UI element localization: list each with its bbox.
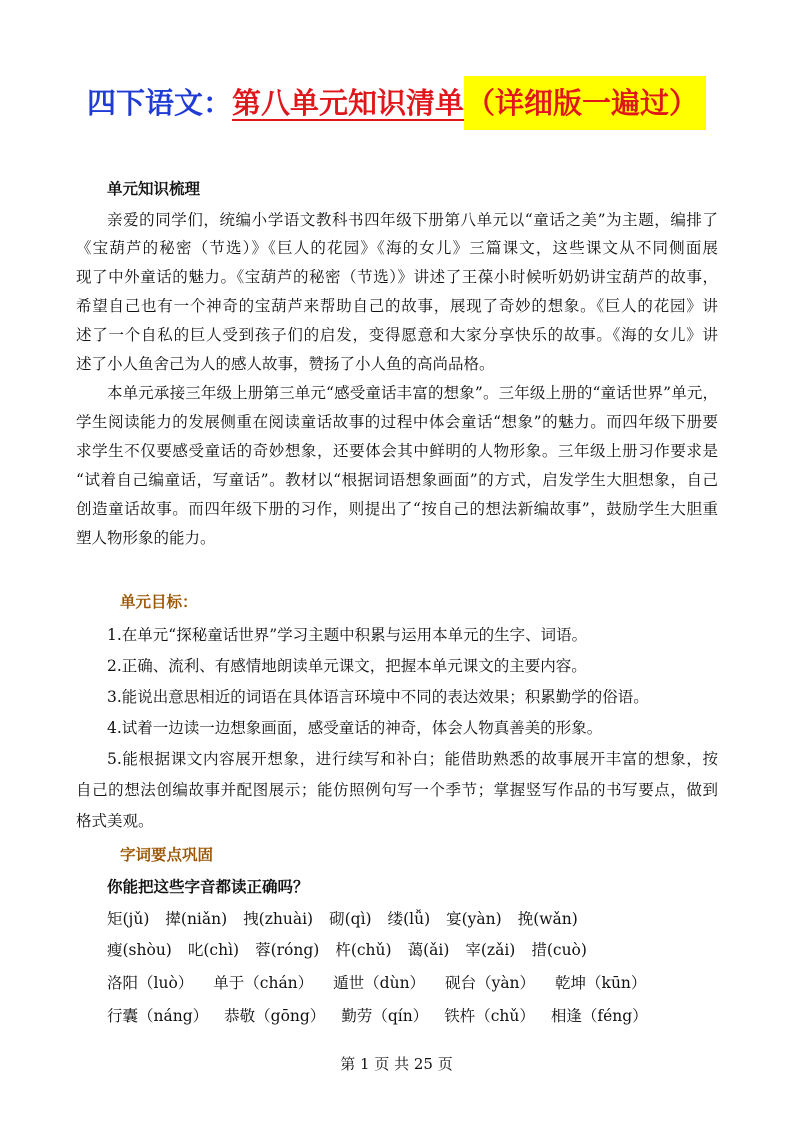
title-prefix: 四下语文： <box>86 86 232 120</box>
goal-item: 4.试着一边读一边想象画面，感受童话的神奇，体会人物真善美的形象。 <box>107 719 603 737</box>
paragraph-line: 希望自己也有一个神奇的宝葫芦来帮助自己的故事，展现了奇妙的想象。《巨人的花园》讲 <box>76 297 718 315</box>
section-heading: 字词要点巩固 <box>120 846 214 864</box>
paragraph-line: 塑人物形象的能力。 <box>76 529 216 547</box>
pinyin-item: 勤劳（qín） <box>341 1007 429 1025</box>
pinyin-item: 蓉(róng) <box>255 941 320 959</box>
paragraph-line: 述了一个自私的巨人受到孩子们的启发，变得愿意和大家分享快乐的故事。《海的女儿》讲 <box>76 326 718 344</box>
paragraph-line: 求学生不仅要感受童话的奇妙想象，还要体会其中鲜明的人物形象。三年级上册习作要求是 <box>76 442 718 460</box>
pinyin-item: 叱(chì) <box>187 941 240 959</box>
paragraph-line: 现了中外童话的魅力。《宝葫芦的秘密（节选）》讲述了王葆小时候听奶奶讲宝葫芦的故事， <box>76 268 718 286</box>
paragraph-line: 创造童话故事。而四年级下册的习作，则提出了“按自己的想法新编故事”，鼓励学生大胆重 <box>76 500 718 518</box>
pinyin-item: 单于（chán） <box>213 974 314 992</box>
paragraph-line: “试着自己编童话，写童话”。教材以“根据词语想象画面”的方式，启发学生大胆想象，自己 <box>76 471 718 489</box>
section-question: 你能把这些字音都读正确吗？ <box>107 878 309 896</box>
paragraph-line: 述了小人鱼舍己为人的感人故事，赞扬了小人鱼的高尚品格。 <box>76 355 495 373</box>
pinyin-item: 撵(niǎn) <box>165 910 228 928</box>
pinyin-row <box>107 1001 718 1032</box>
pinyin-item: 瘦(shòu) <box>107 941 172 959</box>
pinyin-item: 矩(jǔ) <box>107 910 150 928</box>
section-vocabulary <box>76 841 718 1032</box>
pinyin-item: 挽(wǎn) <box>517 910 578 928</box>
pinyin-item: 遁世（dùn） <box>333 974 426 992</box>
title-main: 第八单元知识清单 <box>231 86 464 120</box>
pinyin-item: 拽(zhuài) <box>243 910 314 928</box>
pinyin-item: 洛阳（luò） <box>107 974 194 992</box>
goal-item: 5.能根据课文内容展开想象，进行续写和补白；能借助熟悉的故事展开丰富的想象，按 <box>107 750 718 768</box>
pinyin-item: 恭敬（gōng） <box>224 1007 326 1025</box>
pinyin-item: 砌(qì) <box>329 910 372 928</box>
paragraph-line: 《宝葫芦的秘密（节选）》《巨人的花园》《海的女儿》三篇课文，这些课文从不同侧面展 <box>76 239 718 257</box>
page-footer: 第 1 页 共 25 页 <box>340 1055 453 1073</box>
pinyin-row <box>107 904 718 935</box>
pinyin-item: 铁杵（chǔ） <box>444 1007 535 1025</box>
paragraph-line: 亲爱的同学们，统编小学语文教科书四年级下册第八单元以“童话之美”为主题，编排了 <box>107 211 718 229</box>
title-highlight: （详细版一遍过） <box>464 76 706 130</box>
pinyin-item: 缕(lǚ) <box>387 910 431 928</box>
section-heading: 单元目标： <box>120 593 198 611</box>
pinyin-item: 杵(chǔ) <box>335 941 392 959</box>
goal-item: 3.能说出意思相近的词语在具体语言环境中不同的表达效果；积累勤学的俗语。 <box>107 688 649 706</box>
pinyin-row <box>107 935 718 966</box>
page-title <box>0 76 793 130</box>
pinyin-item: 行囊（náng） <box>107 1007 209 1025</box>
pinyin-item: 蔼(ǎi) <box>407 941 450 959</box>
paragraph-line: 学生阅读能力的发展侧重在阅读童话故事的过程中体会童话“想象”的魅力。而四年级下册要 <box>76 413 718 431</box>
goal-item: 1.在单元“探秘童话世界”学习主题中积累与运用本单元的生字、词语。 <box>107 626 588 644</box>
pinyin-item: 措(cuò) <box>531 941 587 959</box>
pinyin-item: 砚台（yàn） <box>445 974 536 992</box>
pinyin-row <box>107 968 718 999</box>
pinyin-item: 宴(yàn) <box>446 910 502 928</box>
paragraph-line: 本单元承接三年级上册第三单元“感受童话丰富的想象”。三年级上册的“童话世界”单元， <box>107 384 718 402</box>
pinyin-item: 宰(zǎi) <box>465 941 516 959</box>
goal-item: 格式美观。 <box>76 812 154 830</box>
pinyin-item: 乾坤（kūn） <box>555 974 647 992</box>
pinyin-item: 相逢（féng） <box>550 1007 648 1025</box>
section-unit-goals <box>76 588 718 837</box>
section-heading: 单元知识梳理 <box>107 180 201 198</box>
section-knowledge-overview <box>76 175 718 553</box>
goal-item: 2.正确、流利、有感情地朗读单元课文，把握本单元课文的主要内容。 <box>107 657 587 675</box>
goal-item: 自己的想法创编故事并配图展示；能仿照例句写一个季节；掌握竖写作品的书写要点，做到 <box>76 781 718 799</box>
